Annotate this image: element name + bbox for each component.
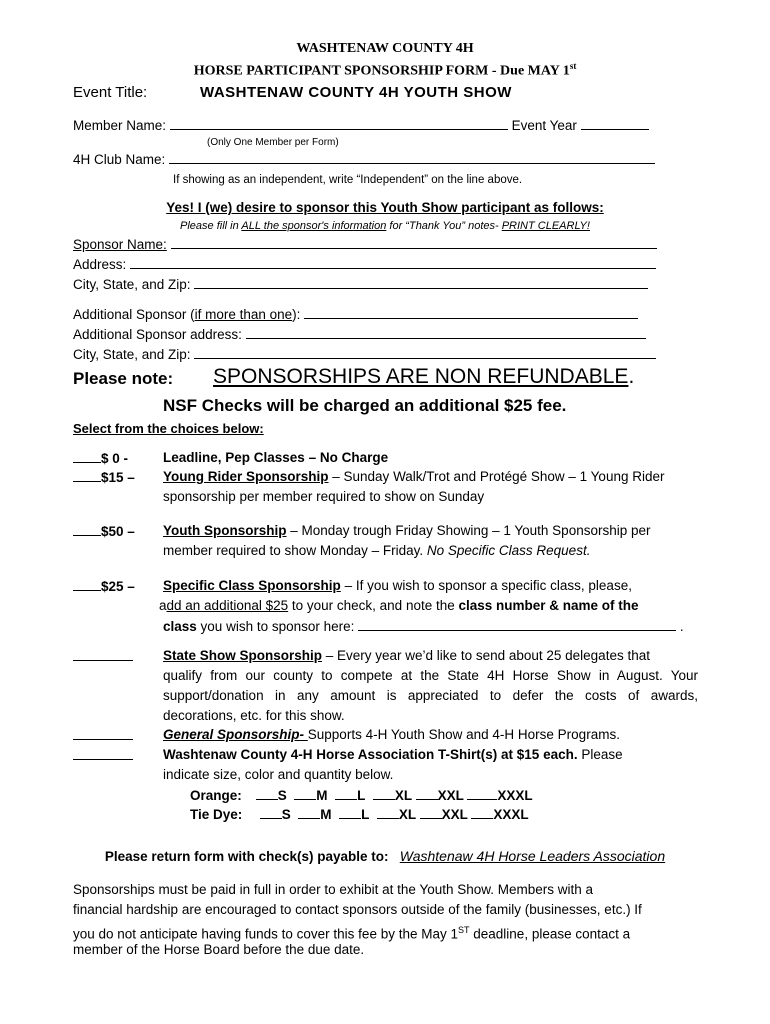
subtitle-sup: st xyxy=(569,61,577,71)
general-title: General Sponsorship- xyxy=(163,727,308,742)
l2c: to your check, and note the xyxy=(288,598,459,613)
p3a: you do not anticipate having funds to cover this fee by the May 1 xyxy=(73,926,458,942)
choice-50-text: – Monday trough Friday Showing – 1 Youth Sponsorship per xyxy=(286,523,651,538)
footer-line4: member of the Horse Board before the due date. xyxy=(73,942,365,957)
state-show-row xyxy=(73,647,133,666)
subtitle-text: HORSE PARTICIPANT SPONSORSHIP FORM - Due MAY 1 xyxy=(193,63,570,79)
general-text: Supports 4-H Youth Show and 4-H Horse Programs. xyxy=(307,727,620,742)
club-note: If showing as an independent, write “Independent” on the line above. xyxy=(173,174,523,186)
footer-line2: financial hardship are encouraged to contact sponsors outside of the family (businesses, etc.) If xyxy=(73,902,642,917)
city-label: City, State, and Zip: xyxy=(73,277,191,292)
choice-15-title: Young Rider Sponsorship xyxy=(163,469,329,484)
member-name-label: Member Name: xyxy=(73,118,167,133)
state-line4: decorations, etc. for this show. xyxy=(163,708,345,723)
choice-15-amount xyxy=(73,468,135,487)
choice-25-line3: class you wish to sponsor here: . xyxy=(163,619,684,634)
address-field[interactable] xyxy=(130,255,656,269)
choice-15-line2: sponsorship per member required to show on Sunday xyxy=(163,489,485,504)
event-title-label: Event Title: xyxy=(73,84,148,101)
note-b: ALL the sponsor's information xyxy=(241,220,387,232)
note-d: PRINT CLEARLY! xyxy=(501,220,590,232)
size-label: XL xyxy=(398,807,416,822)
member-note: (Only One Member per Form) xyxy=(207,137,339,148)
choice-0-amount xyxy=(73,449,128,468)
size-label: L xyxy=(361,807,370,822)
size-field[interactable] xyxy=(420,805,442,819)
member-name-row xyxy=(73,116,649,135)
state-show-field[interactable] xyxy=(73,647,133,661)
nsf-notice: NSF Checks will be charged an additional $25 fee. xyxy=(163,396,567,415)
note-c: for “Thank You” notes- xyxy=(386,220,502,232)
choice-50-line1 xyxy=(163,522,651,540)
city-field[interactable] xyxy=(194,275,648,289)
size-label: L xyxy=(357,788,366,803)
sponsor-note xyxy=(0,217,770,235)
event-title-value: WASHTENAW COUNTY 4H YOUTH SHOW xyxy=(200,84,512,101)
additional-address-row xyxy=(73,325,646,344)
p3sup: ST xyxy=(458,925,470,935)
size-field[interactable] xyxy=(294,786,316,800)
class-sponsor-field[interactable] xyxy=(358,617,676,631)
sponsor-name-field[interactable] xyxy=(171,235,657,249)
orange-label: Orange: xyxy=(190,788,242,803)
event-year-label: Event Year xyxy=(511,118,577,133)
size-field[interactable] xyxy=(260,805,282,819)
choice-25-line2 xyxy=(159,597,639,615)
choice-50-title: Youth Sponsorship xyxy=(163,523,287,538)
state-text: – Every year we’d like to send about 25 delegates that xyxy=(322,648,650,663)
add-label-b: if more than one xyxy=(194,307,293,322)
size-field[interactable] xyxy=(467,786,497,800)
add-address-label: Additional Sponsor address: xyxy=(73,327,242,342)
size-label: M xyxy=(316,788,328,803)
payee: Washtenaw 4H Horse Leaders Association xyxy=(399,848,666,864)
add-label-c: ): xyxy=(292,307,301,322)
choice-50-amount xyxy=(73,522,135,541)
size-label: M xyxy=(320,807,332,822)
choice-15-field[interactable] xyxy=(73,468,101,482)
size-field[interactable] xyxy=(377,805,399,819)
choice-25-amount xyxy=(73,577,135,596)
choice-15-line1 xyxy=(163,468,664,486)
additional-sponsor-field[interactable] xyxy=(304,305,638,319)
orange-sizes xyxy=(190,786,533,805)
choice-50-text2: member required to show Monday – Friday. xyxy=(163,543,427,558)
size-field[interactable] xyxy=(373,786,395,800)
non-refundable-text: SPONSORSHIPS ARE NON REFUNDABLE xyxy=(213,365,629,388)
amount-text: $25 – xyxy=(101,579,135,594)
additional-city-row xyxy=(73,345,656,364)
l2b: dd an additional $25 xyxy=(166,598,289,613)
additional-sponsor-row xyxy=(73,305,638,324)
choice-0-text: Leadline, Pep Classes – No Charge xyxy=(163,450,389,465)
shirt-field[interactable] xyxy=(73,746,133,760)
shirt-row xyxy=(73,746,133,765)
choice-50-line2 xyxy=(163,542,590,560)
shirt-text: Please xyxy=(577,747,623,762)
city-row xyxy=(73,275,648,294)
general-row xyxy=(73,726,133,745)
size-field[interactable] xyxy=(416,786,438,800)
shirt-line2: indicate size, color and quantity below. xyxy=(163,767,394,782)
shirt-bold: Washtenaw County 4-H Horse Association T-Shirt(s) at $15 each. xyxy=(163,747,578,762)
size-field[interactable] xyxy=(298,805,320,819)
amount-text: $ 0 - xyxy=(101,451,129,466)
l2d: class number & name of the xyxy=(458,598,639,613)
choice-0-field[interactable] xyxy=(73,449,101,463)
form-subtitle xyxy=(0,57,770,81)
choice-50-field[interactable] xyxy=(73,522,101,536)
state-line1 xyxy=(163,647,650,665)
non-refundable-notice: SPONSORSHIPS ARE NON REFUNDABLE. xyxy=(213,365,635,388)
footer-line1: Sponsorships must be paid in full in order to exhibit at the Youth Show. Members with a xyxy=(73,882,594,897)
size-label: XXXL xyxy=(493,807,529,822)
choice-25-title: Specific Class Sponsorship xyxy=(163,578,341,593)
general-field[interactable] xyxy=(73,726,133,740)
amount-text: $15 – xyxy=(101,470,135,485)
return-label: Please return form with check(s) payable to: xyxy=(104,849,389,864)
size-label: XL xyxy=(394,788,412,803)
l3a: class xyxy=(163,619,197,634)
form-title: WASHTENAW COUNTY 4H xyxy=(296,41,474,56)
choice-25-text: – If you wish to sponsor a specific class, please, xyxy=(340,578,632,593)
l3b: you wish to sponsor here: xyxy=(196,619,359,634)
address-label: Address: xyxy=(73,257,127,272)
size-label: XXXL xyxy=(497,788,533,803)
size-field[interactable] xyxy=(335,786,357,800)
please-note: Please note: xyxy=(73,369,174,388)
size-label: S xyxy=(277,788,287,803)
add-city-label: City, State, and Zip: xyxy=(73,347,191,362)
sponsor-name-row xyxy=(73,235,657,254)
club-name-label: 4H Club Name: xyxy=(73,152,166,167)
event-year-field[interactable] xyxy=(581,116,649,130)
size-label: S xyxy=(281,807,291,822)
state-line2: qualify from our county to compete at the State 4H Horse Show in August. Your xyxy=(163,668,698,683)
sponsor-heading: Yes! I (we) desire to sponsor this Youth Show participant as follows: xyxy=(166,200,604,215)
state-line3: support/donation in any amount is appreciated to defer the costs of awards, xyxy=(163,688,698,703)
note-a: Please fill in xyxy=(180,220,242,232)
club-name-field[interactable] xyxy=(169,150,655,164)
size-field[interactable] xyxy=(339,805,361,819)
p3b: deadline, please contact a xyxy=(469,926,631,942)
size-label: XXL xyxy=(437,788,464,803)
size-field[interactable] xyxy=(256,786,278,800)
sponsor-name-label: Sponsor Name: xyxy=(73,237,167,252)
address-row xyxy=(73,255,656,274)
shirt-line1 xyxy=(163,746,623,764)
l2a: a xyxy=(159,598,167,613)
amount-text: $50 – xyxy=(101,524,135,539)
choice-50-italic: No Specific Class Request. xyxy=(426,543,591,558)
club-name-row xyxy=(73,150,655,169)
state-title: State Show Sponsorship xyxy=(163,648,323,663)
additional-city-field[interactable] xyxy=(194,345,656,359)
select-heading: Select from the choices below: xyxy=(73,421,264,436)
add-label-a: Additional Sponsor ( xyxy=(73,307,195,322)
choice-25-line1 xyxy=(163,577,632,595)
choice-15-text: – Sunday Walk/Trot and Protégé Show – 1 Young Rider xyxy=(328,469,665,484)
general-line xyxy=(163,726,620,744)
tiedye-label: Tie Dye: xyxy=(190,807,243,822)
size-label: XXL xyxy=(441,807,468,822)
choice-25-field[interactable] xyxy=(73,577,101,591)
tiedye-sizes xyxy=(190,805,529,824)
size-field[interactable] xyxy=(471,805,493,819)
return-instructions xyxy=(0,847,770,866)
additional-address-field[interactable] xyxy=(246,325,646,339)
member-name-field[interactable] xyxy=(170,116,508,130)
